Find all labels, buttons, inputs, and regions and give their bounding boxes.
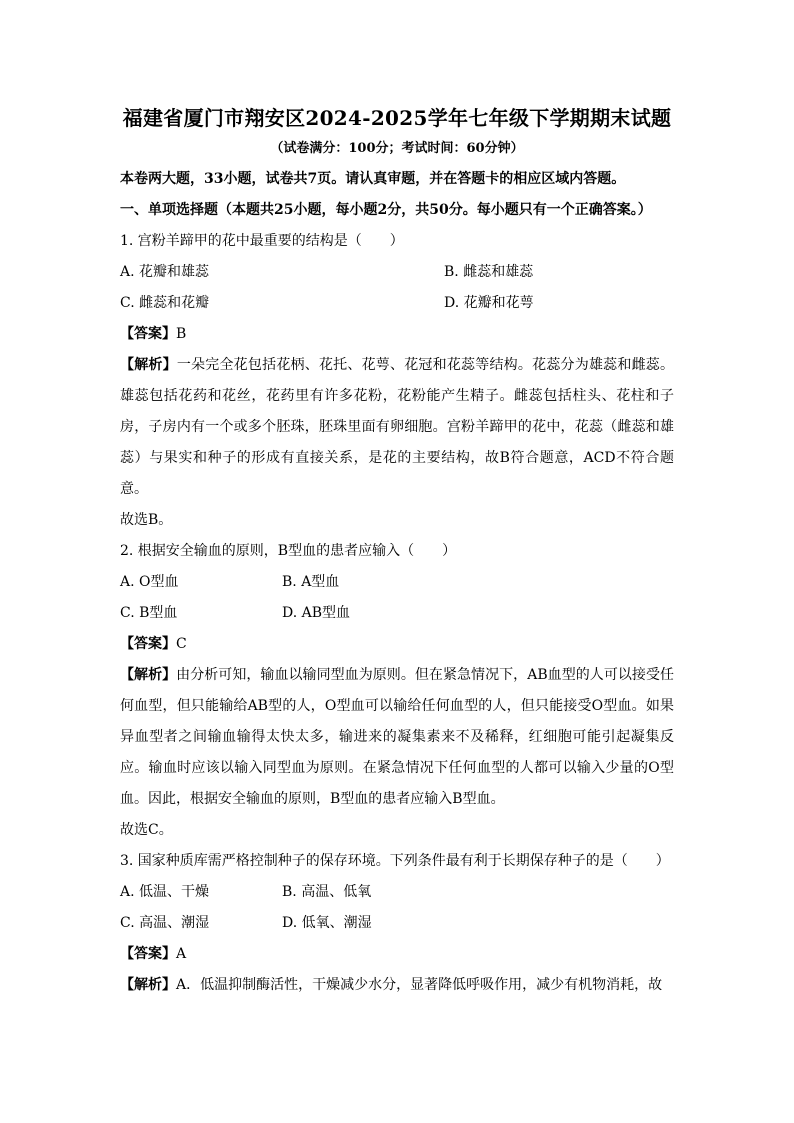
conclusion: 故选C。 (120, 822, 173, 838)
section-heading: 一、单项选择题（本题共25小题，每小题2分，共50分。每小题只有一个正确答案。） (120, 202, 652, 218)
question-3 (120, 846, 674, 1001)
answer-value: A (176, 946, 187, 962)
answer-label: 【答案】 (120, 946, 176, 962)
question-stem: 3. 国家种质库需严格控制种子的保存环境。下列条件最有利于长期保存种子的是（ ） (120, 853, 670, 869)
option-d: D. 低氧、潮湿 (282, 915, 372, 931)
option-row (120, 908, 674, 939)
question-stem: 2. 根据安全输血的原则，B型血的患者应输入（ ） (120, 543, 457, 559)
option-a: A. O型血 (120, 574, 179, 590)
analysis-label: 【解析】 (120, 667, 177, 683)
analysis-label: 【解析】 (120, 977, 176, 993)
answer-line (120, 319, 674, 350)
analysis-text: 一朵完全花包括花柄、花托、花萼、花冠和花蕊等结构。花蕊分为雄蕊和雌蕊。雄蕊包括花药和花丝，花药里有许多花粉，花粉能产生精子。雌蕊包括柱头、花柱和子房，子房内有一个或多个胚珠，胚珠里面有卵细胞。宫粉羊蹄甲的花中，花蕊（雌蕊和雄蕊）与果实和种子的形成有直接关系，是花的主要结构，故B符合题意，ACD不符合题意。 (120, 357, 674, 497)
analysis-text: 由分析可知，输血以输同型血为原则。但在紧急情况下，AB血型的人可以接受任何血型，但只能输给AB型的人，O型血可以输给任何血型的人，但只能接受O型血。如果异血型者之间输血输得太快太多，输进来的凝集素来不及稀释，红细胞可能引起凝集反应。输血时应该以输入同型血为原则。在紧急情况下任何血型的人都可以输入少量的O型血。因此，根据安全输血的原则，B型血的患者应输入B型血。 (120, 667, 674, 807)
answer-value: B (176, 326, 187, 342)
conclusion: 故选B。 (120, 512, 173, 528)
analysis (120, 660, 674, 815)
option-row (120, 598, 674, 629)
option-b: B. A型血 (282, 574, 340, 590)
option-c: C. 高温、潮湿 (120, 915, 210, 931)
question-2 (120, 536, 674, 846)
question-stem: 1. 宫粉羊蹄甲的花中最重要的结构是（ ） (120, 233, 404, 249)
option-row (120, 288, 674, 319)
answer-value: C (176, 636, 187, 652)
option-a: A. 花瓣和雄蕊 (120, 264, 210, 280)
exam-meta: （试卷满分：100分；考试时间：60分钟） (270, 141, 524, 156)
page-title: 福建省厦门市翔安区2024-2025学年七年级下学期期末试题 (122, 106, 672, 130)
option-a: A. 低温、干燥 (120, 884, 210, 900)
option-row (120, 877, 674, 908)
option-row (120, 567, 674, 598)
analysis (120, 350, 674, 505)
option-c: C. 雌蕊和花瓣 (120, 295, 210, 311)
answer-label: 【答案】 (120, 636, 176, 652)
option-d: D. 花瓣和花萼 (444, 295, 534, 311)
analysis-text: A．低温抑制酶活性，干燥减少水分，显著降低呼吸作用，减少有机物消耗，故 (176, 977, 663, 993)
answer-label: 【答案】 (120, 326, 176, 342)
analysis-label: 【解析】 (120, 357, 177, 373)
question-1 (120, 226, 674, 536)
option-b: B. 高温、低氧 (282, 884, 372, 900)
option-c: C. B型血 (120, 605, 178, 621)
option-d: D. AB型血 (282, 605, 351, 621)
analysis (120, 970, 674, 1001)
answer-line (120, 939, 674, 970)
answer-line (120, 629, 674, 660)
option-b: B. 雌蕊和雄蕊 (444, 264, 534, 280)
option-row (120, 257, 674, 288)
instructions: 本卷两大题，33小题，试卷共7页。请认真审题，并在答题卡的相应区域内答题。 (120, 171, 626, 187)
